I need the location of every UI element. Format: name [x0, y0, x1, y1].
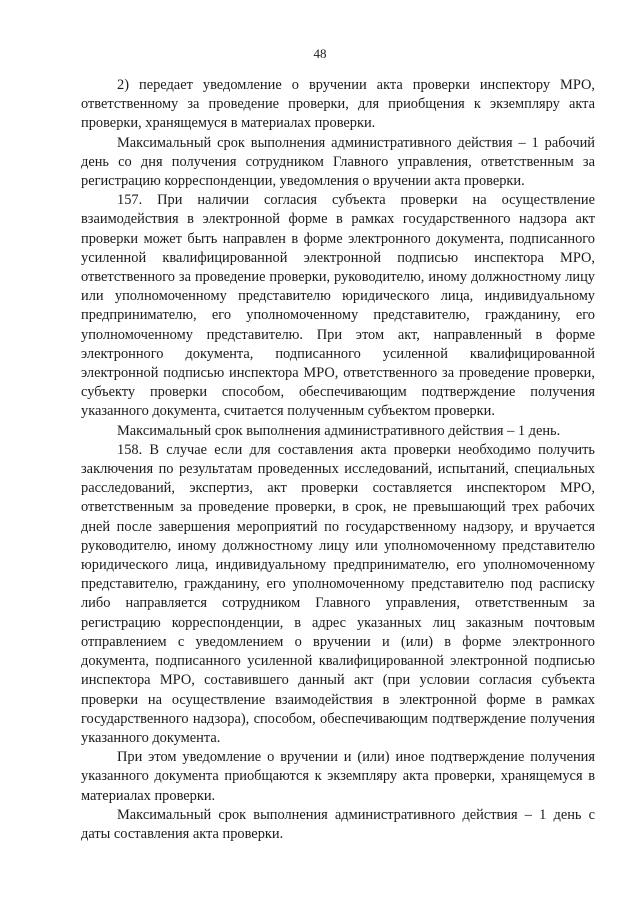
paragraph-157-electronic-act: 157. При наличии согласия субъекта проверки на осуществление взаимодействия в электронной форме в рамках государственного надзора акт проверки может быть направлен в форме электронного документа, подписанного усиленной квалифицированной электронной подписью инспектора МРО, ответственного за проведение проверки, руководителю, иному должностному лицу или уполномоченному представителю юридического лица, индивидуальному предпринимателю, его уполномоченному представителю, гражданину, его уполномоченному представителю. При этом акт, направленный в форме электронного документа, подписанного усиленной квалифицированной электронной подписью инспектора МРО, ответственного за проведение проверки, субъекту проверки способом, обеспечивающим подтверждение получения указанного документа, считается полученным субъектом проверки. — [81, 192, 595, 420]
paragraph-158-act-with-conclusions: 158. В случае если для составления акта проверки необходимо получить заключения по результатам проведенных исследований, испытаний, специальных расследований, экспертиз, акт проверки составляется инспектором МРО, ответственным за проведение проверки, в срок, не превышающий трех рабочих дней после завершения мероприятий по государственному надзору, и вручается руководителю, иному должностному лицу или уполномоченному представителю юридического лица, индивидуальному предпринимателю, его уполномоченному представителю, гражданину, его уполномоченному представителю под расписку либо направляется сотрудником Главного управления, ответственным за регистрацию корреспонденции, в адрес указанных лиц заказным почтовым отправлением с уведомлением о вручении и (или) в форме электронного документа, подписанного усиленной квалифицированной электронной подписью инспектора МРО, составившего данный акт (при условии согласия субъекта проверки на осуществление взаимодействия в электронной форме в рамках государственного надзора), способом, обеспечивающим подтверждение получения указанного документа. — [81, 441, 595, 746]
page-number: 48 — [313, 46, 327, 61]
paragraph-deadline-1-day: Максимальный срок выполнения административного действия – 1 день. — [117, 422, 561, 439]
paragraph-deadline-1-working-day: Максимальный срок выполнения административного действия – 1 рабочий день со дня получения сотрудником Главного управления, ответственным за регистрацию корреспонденции, уведомления о вручении акта проверки. — [81, 134, 595, 190]
paragraph-item-2-notification: 2) передает уведомление о вручении акта проверки инспектору МРО, ответственному за проведение проверки, для приобщения к экземпляру акта проверки, хранящемуся в материалах проверки. — [81, 77, 595, 132]
document-body — [81, 76, 595, 844]
paragraph-notification-attached: При этом уведомление о вручении и (или) иное подтверждение получения указанного документа приобщаются к экземпляру акта проверки, хранящемуся в материалах проверки. — [81, 749, 595, 804]
paragraph-deadline-1-day-from-act: Максимальный срок выполнения административного действия – 1 день с даты составления акта проверки. — [81, 806, 595, 842]
